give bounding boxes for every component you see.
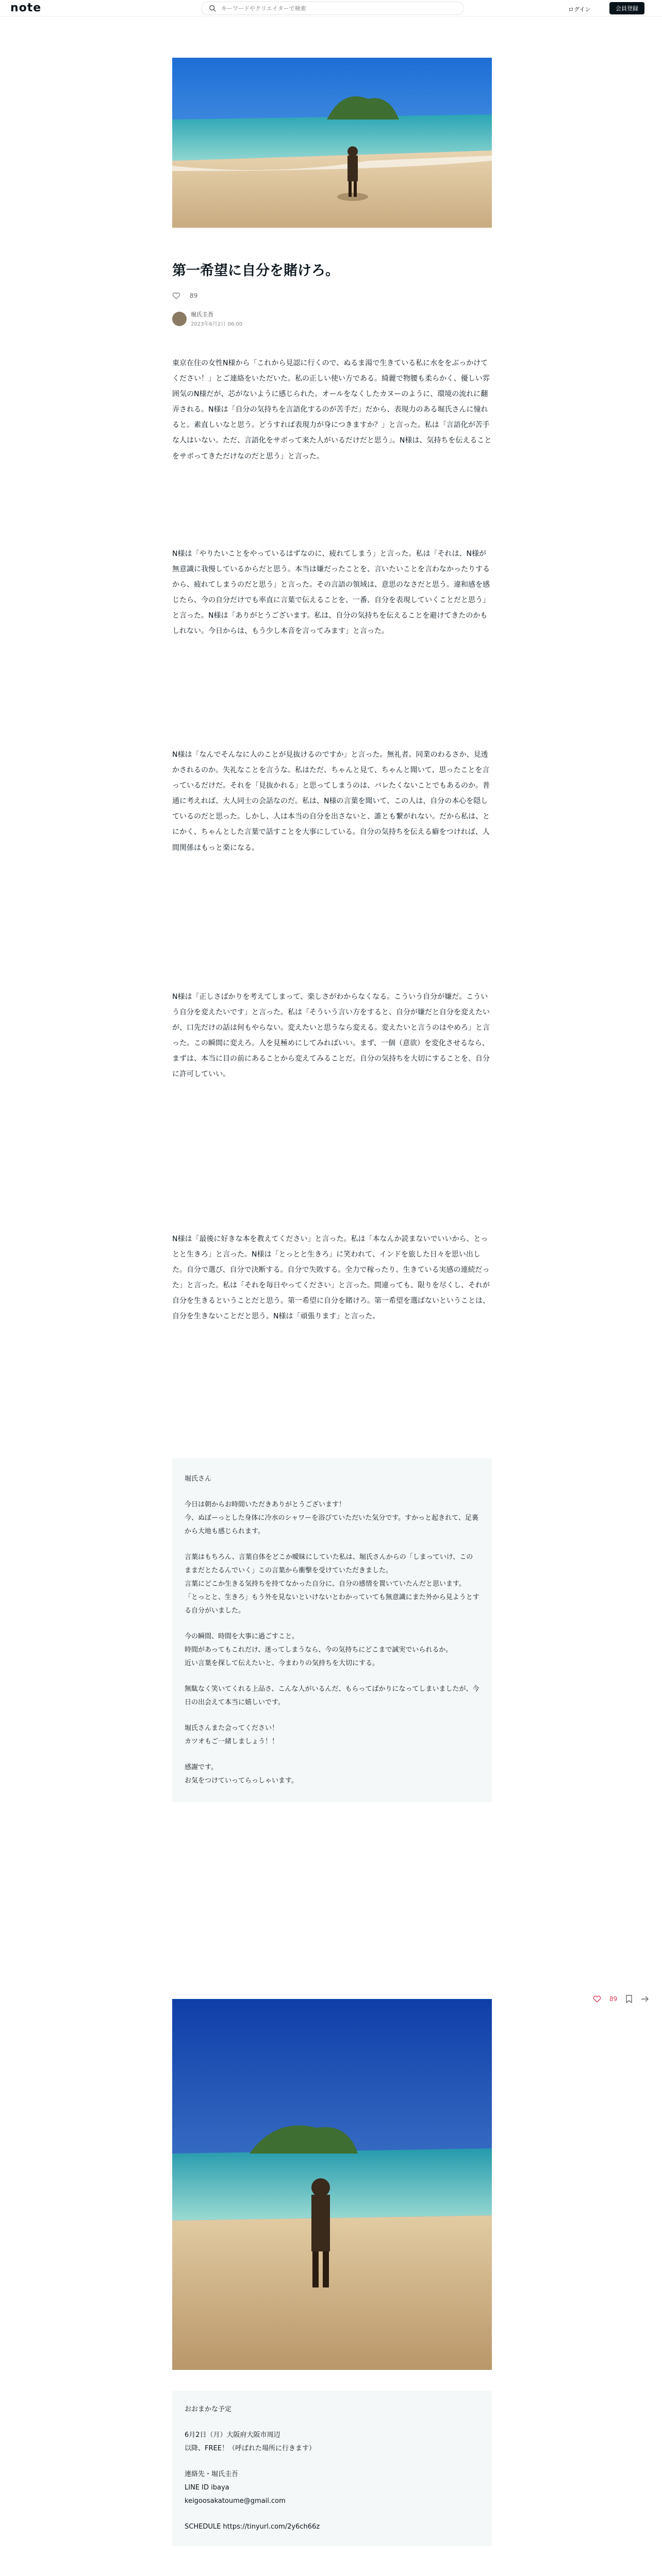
- letter-line: 堀氏さんまた会ってください！: [185, 1724, 279, 1732]
- letter-line: 言葉にどこか生きる気持ちを持てなかった自分に、自分の感情を置いていたんだと思います。: [185, 1580, 466, 1588]
- author-name[interactable]: 堀氏圭吾: [191, 311, 213, 318]
- article-like-count: [172, 292, 197, 300]
- quoted-letter: [172, 1458, 492, 1802]
- letter-line: 「とっとと、生きろ」もう外を見ないといけないとわかっていても無意識にまた外から見ようとする自分がいました。: [185, 1594, 479, 1615]
- article-paragraph: 東京在住の女性N様から「これから見認に行くので、ぬるま湯で生きている私に水ををぶっかけてください！」とご連絡をいただいた。私の正しい使い方である。綺麗で物腰も柔らかく、優しい雰囲気のN様だが、芯がないように感じられた。オールをなくしたカヌーのように、環境の流れに翻弄される。N様は「自分の気持ちを言語化するのが苦手だ」だから、表現力のある堀氏さんに憧れると。素直しいなと思う。どうすれば表現力が身につきますか？」と言った。私は「言語化が苦手な人はいない。ただ、言語化をサボって来た人がいるだけだと思う」。N様は、気持ちを伝えることをサボってきただけなのだと思う」と言った。: [172, 359, 492, 461]
- search-input[interactable]: [221, 5, 456, 12]
- article-paragraph: N様は「最後に好きな本を教えてください」と言った。私は「本なんか読まないでいいから、とっとと生きろ」と言った。N様は「とっとと生きろ」に笑われて、インドを旅した日々を思い出した。自分で選び、自分で決断する。自分で失敗する。全力で稼ったり、生きている実感の連続だった」と言った。私は「それを毎日やってください」と言った。間違っても、限りを尽くし、それが自分を生きるということだと思う。第一希望に自分を賭けろ。第一希望を選ばないということは、自分を生きないことだと思う。N様は「頑張ります」と言った。: [172, 1235, 490, 1321]
- search-box[interactable]: [201, 2, 464, 15]
- letter-line: 堀氏さん: [185, 1475, 212, 1483]
- schedule-link[interactable]: SCHEDULE https://tinyurl.com/2y6ch66z: [185, 2523, 320, 2531]
- schedule-box: [172, 2391, 492, 2546]
- sidebar-like-count: 89: [609, 1995, 618, 2003]
- letter-line: 時間があってもこれだけ、迷ってしまうなら、今の気持ちにどこまで誠実でいられるか。: [185, 1646, 453, 1654]
- schedule-line[interactable]: keigoosakatoume@gmail.com: [185, 2497, 286, 2505]
- floating-actions: [593, 1995, 649, 2003]
- schedule-line: 以降、FREE！（呼ばれた場所に行きます）: [185, 2445, 316, 2452]
- signup-button[interactable]: 会員登録: [609, 2, 644, 14]
- letter-line: 感謝です。: [185, 1764, 218, 1771]
- schedule-line: おおまかな予定: [185, 2405, 232, 2413]
- letter-line: 言葉はもちろん、言葉自体をどこか曖昧にしていた私は、堀氏さんからの「しまっていけ、このままだとたるんでいく」この言葉から衝撃を受けていただきました。: [185, 1553, 473, 1574]
- schedule-line: 6月2日（月）大阪府大阪市周辺: [185, 2431, 280, 2439]
- heart-icon[interactable]: [593, 1995, 601, 2003]
- article-paragraph: N様は「やりたいことをやっているはずなのに、疲れてしまう」と言った。私は「それは、N様が無意識に我慢しているからだと思う。本当は嫌だったことを、言いたいことを言わなかったりするから、疲れてしまうのだと思う」と言った。その言語の領域は、意思のなさだと思う。違和感を感じたら、今の自分だけでも率直に言葉で伝えることを、一番、自分を表現していくことだと思う」と言った。N様は「ありがとうございます。私は、自分の気持ちを伝えることを避けてきたのかもしれない。今日からは、もう少し本音を言ってみます」と言った。: [172, 550, 490, 636]
- note-logo[interactable]: note: [10, 2, 42, 14]
- letter-line: カツオもご一緒しましょう！！: [185, 1738, 279, 1745]
- letter-line: 近い言葉を探して伝えたいと、今まわりの気持ちを大切にする。: [185, 1659, 379, 1667]
- article-paragraph: N様は「なんでそんなに人のことが見抜けるのですか」と言った。無礼者。同業のわるさか、見透かされるのか。失礼なことを言うな。私はただ、ちゃんと見て、ちゃんと聞いて、思ったことを言っているだけだ。それを「見抜かれる」と思ってしまうのは、バレたくないことでもあるのか。普通に考えれば、大人同士の会話なのだ。私は、N様の言葉を聞いて、この人は、自分の本心を隠しているのだと思った。しかし、人は本当の自分を出さないと、誰とも繋がれない。だから私は、とにかく、ちゃんとした言葉で話すことを大事にしている。自分の気持ちを伝える癖をつければ、人間関係はもっと楽になる。: [172, 751, 490, 852]
- author-block[interactable]: [172, 310, 242, 327]
- published-date: 2023年6月2日 06:00: [191, 321, 243, 327]
- search-icon: [209, 5, 216, 12]
- letter-line: お気をつけていってらっしゃいます。: [185, 1777, 298, 1785]
- heart-icon[interactable]: [172, 292, 180, 300]
- article-paragraph: N様は「正しさばかりを考えてしまって、楽しさがわからなくなる。こういう自分が嫌だ。こういう自分を変えたいです」と言った。私は「そういう言い方をすると、自分が嫌だと自分を変えたいが、口先だけの話は何もやらない。変えたいと思うなら変える。変えたいと言うのはやめろ」と言った。この瞬間に変えろ。人を見極めにしてみればいい。まず、一個（意欲）を変化させるなら、まずは、本当に目の前にあることから変えてみることだ。自分の気持ちを大切にすることを、自分に許可していい。: [172, 993, 490, 1079]
- bookmark-icon[interactable]: [625, 1995, 633, 2003]
- letter-line: 無駄なく笑いてくれる上品さ、こんな人がいるんだ、もらってばかりになってしまいましたが、今日の出会えて本当に嬉しいです。: [185, 1685, 479, 1706]
- share-icon[interactable]: [641, 1995, 649, 2003]
- article-title: 第一希望に自分を賭けろ。: [172, 263, 339, 279]
- author-avatar[interactable]: [172, 312, 187, 326]
- schedule-line: LINE ID ibaya: [185, 2484, 229, 2492]
- letter-line: 今、ぬぼーっとした身体に冷水のシャワーを浴びていただいた気分です。すかっと起きれて、足裏から大地も感じられます。: [185, 1514, 478, 1535]
- schedule-line: 連絡先・堀氏圭吾: [185, 2470, 239, 2478]
- article-photo: [172, 1999, 492, 2370]
- login-button[interactable]: ログイン: [563, 2, 595, 16]
- top-header: [0, 0, 662, 16]
- hero-photo: [172, 58, 492, 228]
- like-count-text: 89: [190, 292, 198, 299]
- letter-line: 今の瞬間、時間を大事に過ごすこと。: [185, 1633, 299, 1640]
- letter-line: 今日は朝からお時間いただきありがとうございます！: [185, 1501, 346, 1509]
